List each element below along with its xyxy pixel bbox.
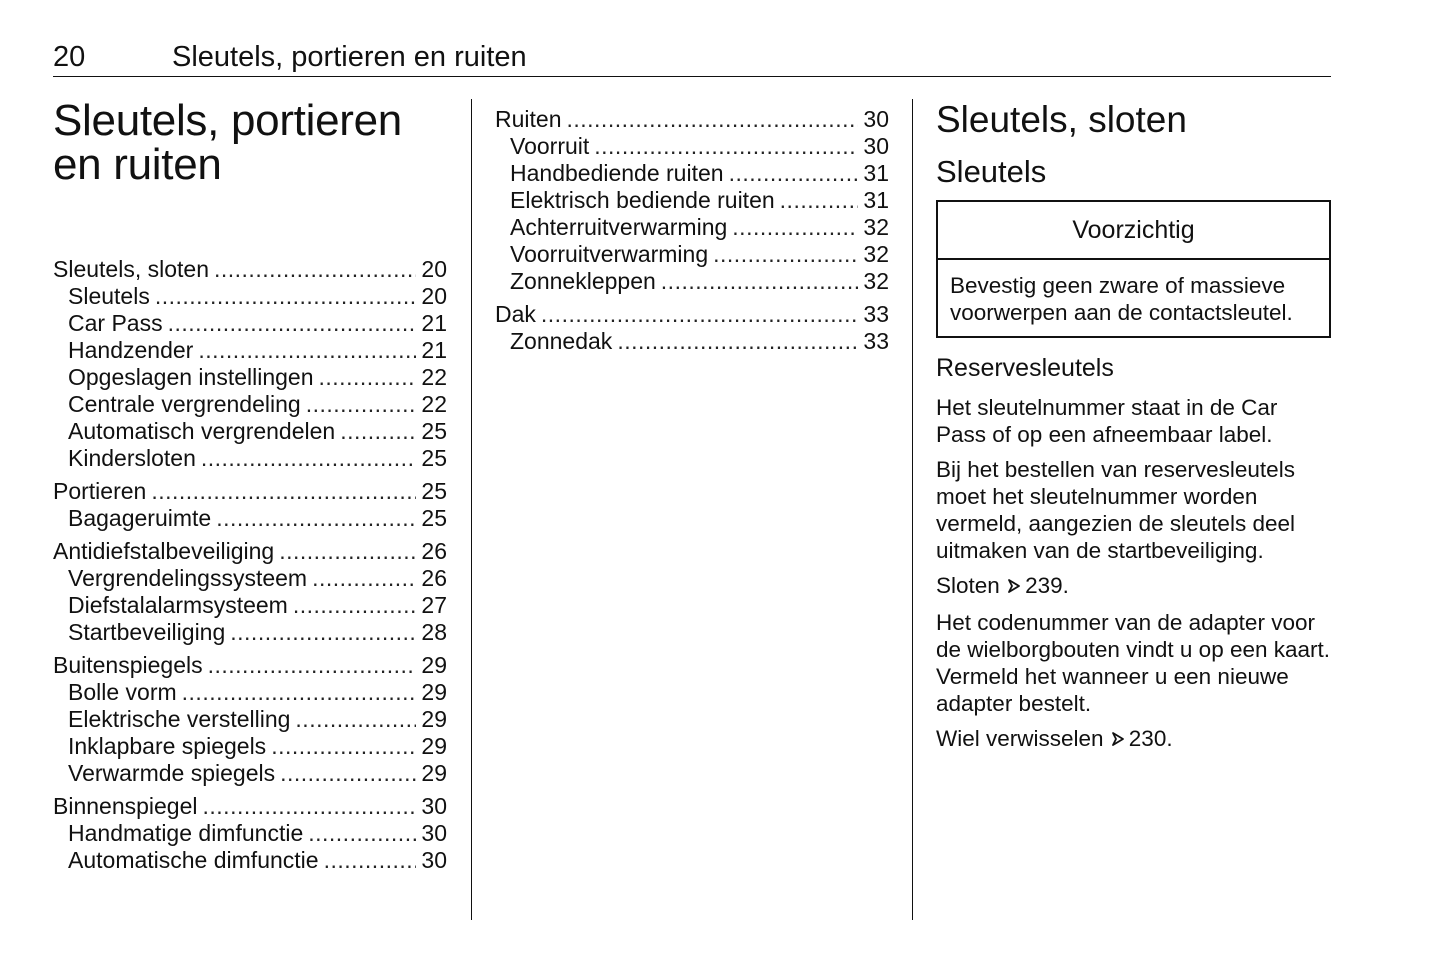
toc-group (53, 478, 447, 532)
toc-leader-dots (216, 505, 416, 532)
toc-label: Handzender (68, 337, 194, 363)
paragraph: Bij het bestellen van reservesleutels moet het sleutelnummer worden vermeld, aangezien de sleutels deel uitmaken van de startbeveiliging. (936, 457, 1295, 563)
toc-entry[interactable] (495, 301, 889, 328)
toc-label: Dak (495, 301, 536, 327)
toc-group (53, 538, 447, 646)
toc-label: Automatisch vergrendelen (68, 418, 336, 444)
toc-leader-dots (203, 793, 417, 820)
page-header (53, 40, 1331, 77)
toc-subentry[interactable] (53, 418, 447, 445)
toc-page-number: 22 (421, 391, 447, 417)
toc-leader-dots (293, 592, 417, 619)
toc-subentry[interactable] (495, 241, 889, 268)
toc-label: Vergrendelingssysteem (68, 565, 308, 591)
toc-label: Elektrisch bediende ruiten (510, 187, 775, 213)
toc-page-number: 20 (421, 283, 447, 309)
toc-label: Zonnedak (510, 328, 613, 354)
toc-page-number: 25 (421, 445, 447, 471)
caution-box (936, 200, 1331, 338)
toc-subentry[interactable] (495, 133, 889, 160)
running-title: Sleutels, portieren en ruiten (172, 41, 527, 73)
toc-leader-dots (306, 391, 417, 418)
toc-label: Kindersloten (68, 445, 196, 471)
toc-page-number: 32 (863, 241, 889, 267)
page-number: 20 (53, 41, 86, 73)
toc-subentry[interactable] (495, 328, 889, 355)
toc-subentry[interactable] (53, 592, 447, 619)
toc-page-number: 32 (863, 214, 889, 240)
toc-subentry[interactable] (53, 505, 447, 532)
toc-subentry[interactable] (53, 391, 447, 418)
toc-page-number: 30 (863, 133, 889, 159)
toc-page-number: 20 (421, 256, 447, 282)
toc-label: Bolle vorm (68, 679, 177, 705)
toc-leader-dots (182, 679, 417, 706)
toc-entry[interactable] (53, 538, 447, 565)
toc-page-number: 32 (863, 268, 889, 294)
toc-subentry[interactable] (53, 283, 447, 310)
toc-page-number: 25 (421, 418, 447, 444)
toc-page-number: 25 (421, 505, 447, 531)
toc-page-number: 29 (421, 679, 447, 705)
toc-page-number: 22 (421, 364, 447, 390)
toc-leader-dots (566, 106, 858, 133)
toc-leader-dots (340, 418, 416, 445)
toc-label: Inklapbare spiegels (68, 733, 267, 759)
toc-page-number: 30 (421, 820, 447, 846)
toc-label: Binnenspiegel (53, 793, 198, 819)
toc-group (53, 256, 447, 472)
reference-text: Wiel verwisselen (936, 726, 1110, 751)
toc-page-number: 26 (421, 565, 447, 591)
toc-label: Car Pass (68, 310, 163, 336)
toc-page-number: 21 (421, 310, 447, 336)
toc-label: Ruiten (495, 106, 562, 132)
column-divider (912, 99, 913, 920)
toc-page-number: 28 (421, 619, 447, 645)
section-title: Sleutels, sloten (936, 99, 1187, 140)
toc-subentry[interactable] (53, 565, 447, 592)
toc-label: Achterruitverwarming (510, 214, 728, 240)
toc-entry[interactable] (53, 652, 447, 679)
toc-page-number: 29 (421, 706, 447, 732)
toc-page-number: 31 (863, 160, 889, 186)
caution-text: Bevestig geen zware of massieve voorwerpen aan de contactsleutel. (950, 273, 1293, 325)
chapter-title-line: en ruiten (53, 140, 222, 189)
toc-page-number: 21 (421, 337, 447, 363)
toc-subentry[interactable] (53, 337, 447, 364)
toc-label: Voorruitverwarming (510, 241, 709, 267)
toc-subentry[interactable] (53, 733, 447, 760)
toc-subentry[interactable] (53, 445, 447, 472)
cross-reference[interactable] (936, 572, 1331, 601)
toc-group (53, 793, 447, 874)
toc-leader-dots (661, 268, 859, 295)
toc-leader-dots (617, 328, 858, 355)
toc-leader-dots (319, 364, 417, 391)
toc-subentry[interactable] (495, 160, 889, 187)
chapter-title (53, 96, 453, 189)
toc-subentry[interactable] (53, 847, 447, 874)
toc-leader-dots (729, 160, 859, 187)
reference-page: 230. (1128, 726, 1173, 751)
toc-page-number: 31 (863, 187, 889, 213)
toc-page-number: 33 (863, 328, 889, 354)
toc-subentry[interactable] (53, 310, 447, 337)
toc-leader-dots (208, 652, 417, 679)
toc-group (495, 106, 889, 295)
toc-leader-dots (230, 619, 416, 646)
toc-subentry[interactable] (53, 760, 447, 787)
toc-page-number: 29 (421, 760, 447, 786)
toc-entry[interactable] (53, 256, 447, 283)
paragraph: Het codenummer van de adapter voor de wielborgbouten vindt u op een kaart. Vermeld het wanneer u een nieuwe adapter bestelt. (936, 610, 1331, 716)
toc-leader-dots (308, 820, 416, 847)
toc-leader-dots (732, 214, 858, 241)
toc-leader-dots (280, 760, 416, 787)
toc-leader-dots (155, 283, 417, 310)
toc-leader-dots (780, 187, 859, 214)
toc-page-number: 27 (421, 592, 447, 618)
content-column (936, 99, 1331, 762)
toc-leader-dots (324, 847, 417, 874)
toc-subentry[interactable] (495, 187, 889, 214)
toc-leader-dots (541, 301, 859, 328)
toc-label: Voorruit (510, 133, 590, 159)
toc-page-number: 30 (421, 847, 447, 873)
toc-leader-dots (312, 565, 416, 592)
toc-entry[interactable] (53, 478, 447, 505)
toc-label: Elektrische verstelling (68, 706, 291, 732)
caution-title: Voorzichtig (938, 202, 1329, 260)
toc-leader-dots (295, 706, 416, 733)
toc-label: Antidiefstalbeveiliging (53, 538, 275, 564)
arrow-reference-icon (1110, 727, 1126, 754)
spare-keys-heading: Reservesleutels (936, 354, 1114, 382)
toc-leader-dots (713, 241, 858, 268)
toc-column-1 (53, 256, 447, 880)
toc-label: Verwarmde spiegels (68, 760, 276, 786)
toc-column-2 (495, 106, 889, 361)
toc-group (53, 652, 447, 787)
toc-label: Buitenspiegels (53, 652, 203, 678)
toc-label: Zonnekleppen (510, 268, 656, 294)
toc-page-number: 26 (421, 538, 447, 564)
toc-page-number: 30 (863, 106, 889, 132)
toc-label: Startbeveiliging (68, 619, 226, 645)
toc-leader-dots (594, 133, 858, 160)
toc-label: Bagageruimte (68, 505, 212, 531)
toc-page-number: 30 (421, 793, 447, 819)
toc-leader-dots (271, 733, 416, 760)
toc-label: Diefstalalarmsysteem (68, 592, 288, 618)
toc-leader-dots (279, 538, 416, 565)
toc-label: Centrale vergrendeling (68, 391, 301, 417)
cross-reference[interactable] (936, 725, 1331, 754)
toc-subentry[interactable] (53, 619, 447, 646)
toc-leader-dots (151, 478, 416, 505)
toc-subentry[interactable] (53, 820, 447, 847)
toc-leader-dots (198, 337, 416, 364)
toc-label: Portieren (53, 478, 147, 504)
toc-subentry[interactable] (53, 706, 447, 733)
toc-leader-dots (201, 445, 417, 472)
toc-page-number: 25 (421, 478, 447, 504)
toc-label: Sleutels (68, 283, 150, 309)
chapter-title-line: Sleutels, portieren (53, 96, 402, 145)
toc-entry[interactable] (53, 793, 447, 820)
toc-page-number: 33 (863, 301, 889, 327)
toc-group (495, 301, 889, 355)
arrow-reference-icon (1006, 574, 1022, 601)
toc-page-number: 29 (421, 733, 447, 759)
toc-leader-dots (168, 310, 417, 337)
toc-label: Opgeslagen instellingen (68, 364, 314, 390)
paragraph: Het sleutelnummer staat in de Car Pass of op een afneembaar label. (936, 395, 1278, 447)
toc-subentry[interactable] (53, 364, 447, 391)
toc-label: Automatische dimfunctie (68, 847, 319, 873)
reference-page: 239. (1025, 573, 1069, 598)
subsection-title: Sleutels (936, 154, 1047, 189)
toc-label: Sleutels, sloten (53, 256, 209, 282)
reference-text: Sloten (936, 573, 1007, 598)
toc-subentry[interactable] (495, 214, 889, 241)
column-divider (471, 99, 472, 920)
toc-leader-dots (214, 256, 416, 283)
toc-subentry[interactable] (53, 679, 447, 706)
toc-entry[interactable] (495, 106, 889, 133)
toc-subentry[interactable] (495, 268, 889, 295)
toc-label: Handbediende ruiten (510, 160, 724, 186)
toc-page-number: 29 (421, 652, 447, 678)
toc-label: Handmatige dimfunctie (68, 820, 304, 846)
